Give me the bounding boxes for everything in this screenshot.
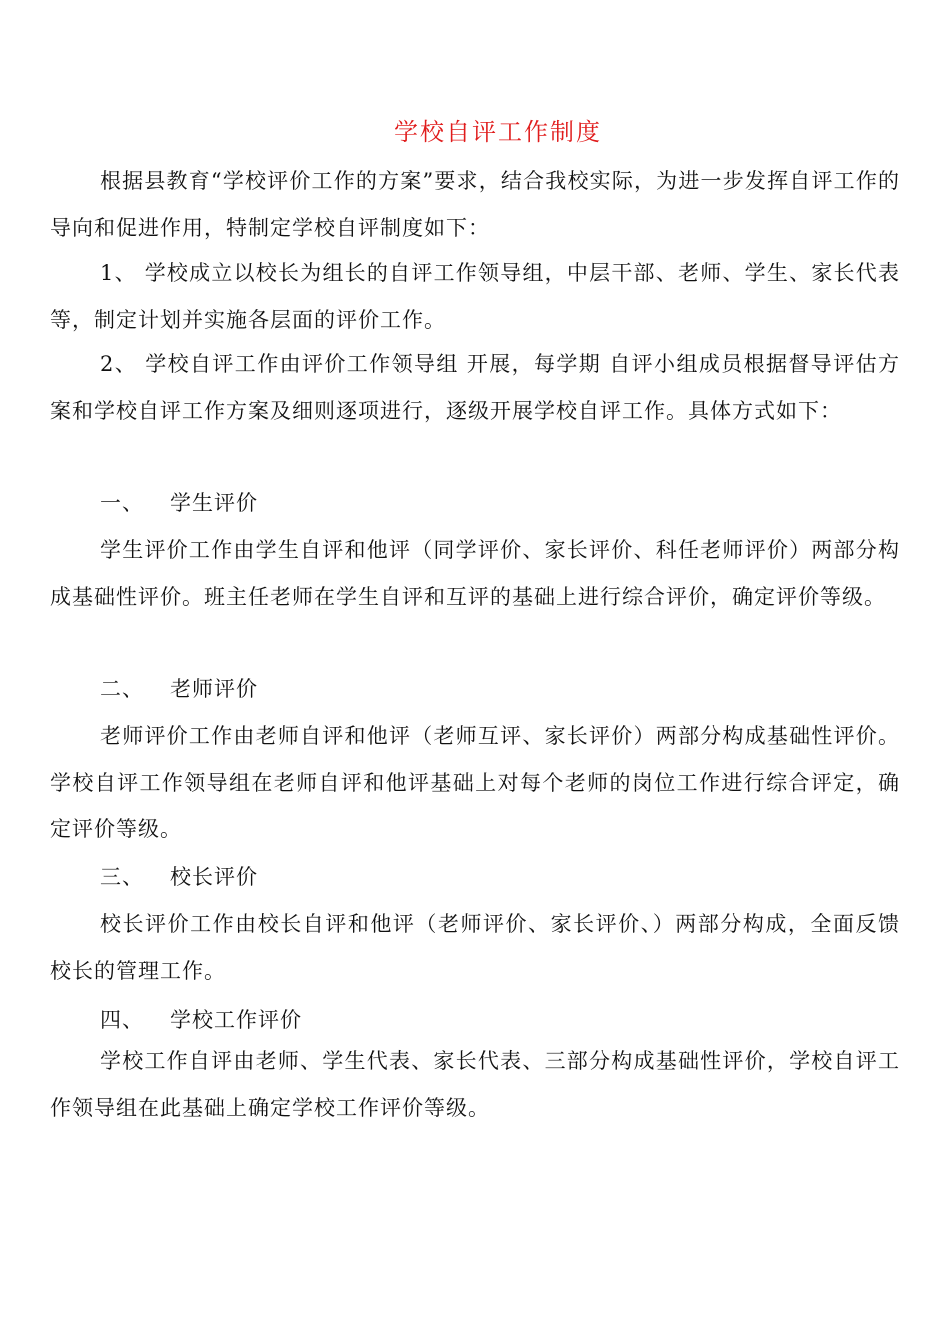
section-2-heading bbox=[100, 666, 258, 713]
section-4-body: 学校工作自评由老师、学生代表、家长代表、三部分构成基础性评价，学校自评工作领导组在此基础上确定学校工作评价等级。 bbox=[50, 1049, 900, 1120]
section-1-number: 一、 bbox=[100, 491, 144, 515]
section-4-number: 四、 bbox=[100, 1008, 144, 1032]
section-3-number: 三、 bbox=[100, 865, 144, 889]
document-title: 学校自评工作制度 bbox=[394, 118, 602, 146]
item-1-paragraph: 1、 学校成立以校长为组长的自评工作领导组，中层干部、老师、学生、家长代表等，制定计划并实施各层面的评价工作。 bbox=[50, 261, 900, 332]
section-3-body: 校长评价工作由校长自评和他评（老师评价、家长评价、）两部分构成，全面反馈校长的管理工作。 bbox=[50, 912, 900, 983]
section-2-number: 二、 bbox=[100, 677, 144, 701]
section-4-title: 学校工作评价 bbox=[170, 1008, 302, 1032]
section-1-body: 学生评价工作由学生自评和他评（同学评价、家长评价、科任老师评价）两部分构成基础性评价。班主任老师在学生自评和互评的基础上进行综合评价，确定评价等级。 bbox=[50, 538, 900, 609]
section-1-heading bbox=[100, 480, 258, 527]
section-3-heading bbox=[100, 854, 258, 901]
intro-paragraph: 根据县教育“学校评价工作的方案”要求，结合我校实际，为进一步发挥自评工作的导向和促进作用，特制定学校自评制度如下： bbox=[50, 169, 900, 240]
item-2-paragraph: 2、 学校自评工作由评价工作领导组 开展，每学期 自评小组成员根据督导评估方案和学校自评工作方案及细则逐项进行，逐级开展学校自评工作。具体方式如下： bbox=[50, 352, 900, 423]
section-2-title: 老师评价 bbox=[170, 677, 258, 701]
section-4-heading bbox=[100, 997, 302, 1044]
section-3-title: 校长评价 bbox=[170, 865, 258, 889]
section-2-body: 老师评价工作由老师自评和他评（老师互评、家长评价）两部分构成基础性评价。学校自评工作领导组在老师自评和他评基础上对每个老师的岗位工作进行综合评定，确定评价等级。 bbox=[50, 724, 900, 841]
section-1-title: 学生评价 bbox=[170, 491, 258, 515]
